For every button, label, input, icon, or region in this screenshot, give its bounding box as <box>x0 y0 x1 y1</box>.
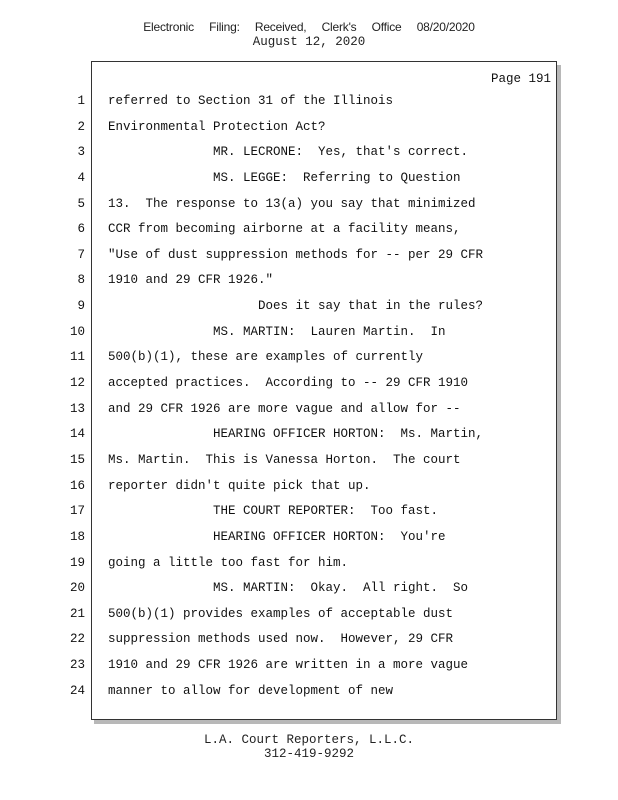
line-number: 18 <box>69 529 85 544</box>
transcript-lines <box>0 89 618 704</box>
line-number: 12 <box>69 376 85 391</box>
stamp-office: Office <box>371 20 402 34</box>
transcript-line <box>0 679 618 705</box>
line-number: 19 <box>69 555 85 570</box>
transcript-line <box>0 397 618 423</box>
line-number: 16 <box>69 478 85 493</box>
hearing-date: August 12, 2020 <box>252 35 366 49</box>
page-number: Page 191 <box>490 72 551 86</box>
line-number: 11 <box>69 350 85 365</box>
line-text: 500(b)(1), these are examples of currently <box>108 350 424 365</box>
transcript-line <box>0 576 618 602</box>
transcript-line <box>0 166 618 192</box>
footer-company: L.A. Court Reporters, L.L.C. <box>203 733 415 747</box>
transcript-line <box>0 551 618 577</box>
line-number: 23 <box>69 658 85 673</box>
transcript-line <box>0 243 618 269</box>
stamp-received: Received, <box>254 20 307 34</box>
line-number: 3 <box>77 145 85 160</box>
transcript-line <box>0 140 618 166</box>
line-number: 9 <box>77 299 85 314</box>
line-text: MS. MARTIN: Okay. All right. So <box>108 581 469 596</box>
line-number: 2 <box>77 119 85 134</box>
line-number: 4 <box>77 170 85 185</box>
transcript-line <box>0 115 618 141</box>
line-number: 24 <box>69 683 85 698</box>
transcript-line <box>0 192 618 218</box>
line-text: Ms. Martin. This is Vanessa Horton. The court <box>108 452 461 467</box>
line-text: 1910 and 29 CFR 1926." <box>108 273 274 288</box>
transcript-line <box>0 448 618 474</box>
line-text: MS. MARTIN: Lauren Martin. In <box>108 324 446 339</box>
line-text: referred to Section 31 of the Illinois <box>108 94 394 108</box>
footer <box>0 733 618 761</box>
line-text: and 29 CFR 1926 are more vague and allow for -- <box>108 401 461 416</box>
line-text: MS. LEGGE: Referring to Question <box>108 170 461 185</box>
line-number: 1 <box>77 94 85 108</box>
line-text: manner to allow for development of new <box>108 683 394 698</box>
transcript-line <box>0 345 618 371</box>
line-number: 20 <box>69 581 85 596</box>
line-text: suppression methods used now. However, 29 CFR <box>108 632 454 647</box>
line-number: 5 <box>77 196 85 211</box>
transcript-line <box>0 499 618 525</box>
stamp-clerks: Clerk's <box>321 20 357 34</box>
line-text: MR. LECRONE: Yes, that's correct. <box>108 145 469 160</box>
line-text: THE COURT REPORTER: Too fast. <box>108 504 439 519</box>
line-text: Environmental Protection Act? <box>108 119 326 134</box>
transcript-line <box>0 525 618 551</box>
line-number: 21 <box>69 606 85 621</box>
stamp-date: 08/20/2020 <box>416 20 475 34</box>
line-text: 1910 and 29 CFR 1926 are written in a more vague <box>108 658 469 673</box>
line-number: 7 <box>77 247 85 262</box>
line-text: reporter didn't quite pick that up. <box>108 478 371 493</box>
line-text: going a little too fast for him. <box>108 555 349 570</box>
transcript-line <box>0 422 618 448</box>
line-text: CCR from becoming airborne at a facility means, <box>108 222 461 237</box>
line-number: 22 <box>69 632 85 647</box>
line-number: 14 <box>69 427 85 442</box>
transcript-line <box>0 602 618 628</box>
footer-phone: 312-419-9292 <box>263 747 354 761</box>
transcript-line <box>0 371 618 397</box>
transcript-line <box>0 217 618 243</box>
line-number: 10 <box>69 324 85 339</box>
line-number: 8 <box>77 273 85 288</box>
transcript-line <box>0 474 618 500</box>
transcript-line <box>0 294 618 320</box>
line-number: 15 <box>69 452 85 467</box>
line-text: accepted practices. According to -- 29 CFR 1910 <box>108 376 469 391</box>
line-text: 500(b)(1) provides examples of acceptable dust <box>108 606 454 621</box>
stamp-filing: Filing: <box>209 20 240 34</box>
line-number: 13 <box>69 401 85 416</box>
transcript-line <box>0 653 618 679</box>
line-number: 17 <box>69 504 85 519</box>
transcript-line <box>0 627 618 653</box>
line-text: Does it say that in the rules? <box>108 299 484 314</box>
filing-stamp <box>0 20 618 34</box>
transcript-line <box>0 320 618 346</box>
line-text: 13. The response to 13(a) you say that minimized <box>108 196 476 211</box>
line-text: HEARING OFFICER HORTON: Ms. Martin, <box>108 427 484 442</box>
transcript-line <box>0 268 618 294</box>
line-text: "Use of dust suppression methods for -- per 29 CFR <box>108 247 484 262</box>
line-text: HEARING OFFICER HORTON: You're <box>108 529 446 544</box>
line-number: 6 <box>77 222 85 237</box>
stamp-electronic: Electronic <box>143 20 194 34</box>
transcript-line <box>0 89 618 115</box>
